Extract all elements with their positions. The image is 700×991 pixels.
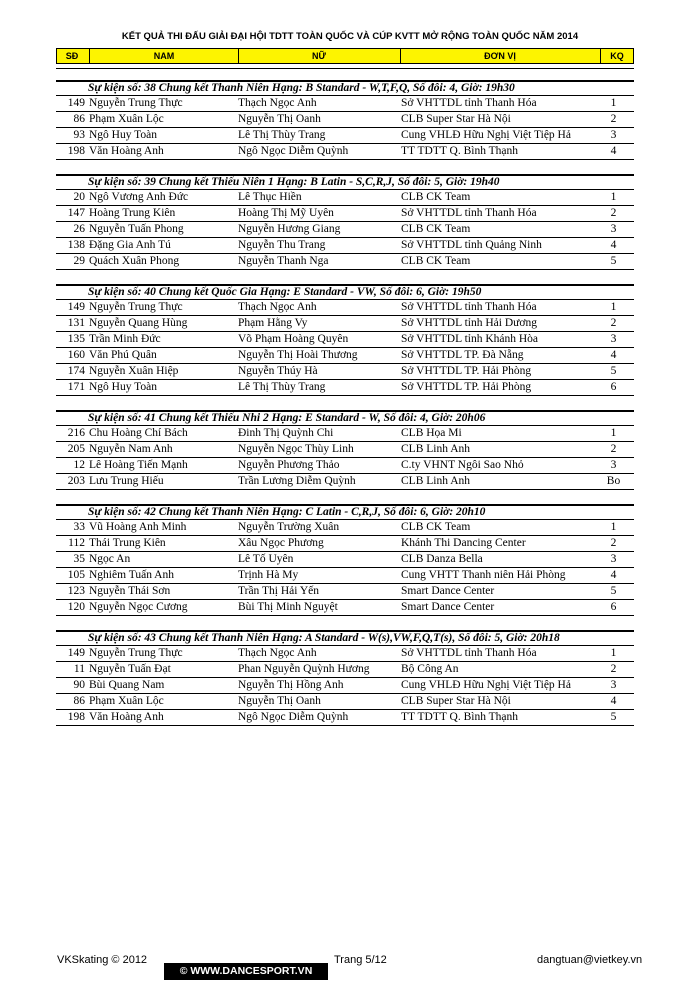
cell-sd: 105 [67, 569, 85, 581]
cell-don-vi: Sở VHTTDL tỉnh Thanh Hóa [401, 647, 537, 659]
cell-nam: Ngô Huy Toàn [89, 129, 157, 141]
cell-sd: 203 [67, 475, 85, 487]
cell-don-vi: Sở VHTTDL TP. Đà Nẵng [401, 349, 524, 361]
cell-kq: Bo [606, 475, 621, 487]
cell-don-vi: Sở VHTTDL tỉnh Thanh Hóa [401, 207, 537, 219]
cell-nam: Nguyễn Ngọc Cương [89, 601, 188, 613]
cell-nu: Nguyễn Thanh Nga [238, 255, 329, 267]
event-title: Sự kiện số: 43 Chung kết Thanh Niên Hạng: A Standard - W(s),VW,F,Q,T(s), Số đôi: 5, Giờ: 20h18 [56, 630, 634, 646]
cell-nam: Chu Hoàng Chí Bách [89, 427, 188, 439]
cell-kq: 4 [610, 695, 617, 707]
cell-nam: Đặng Gia Anh Tú [89, 239, 171, 251]
cell-kq: 2 [610, 113, 617, 125]
cell-kq: 2 [610, 443, 617, 455]
cell-nu: Ngô Ngọc Diễm Quỳnh [238, 711, 349, 723]
cell-sd: 12 [73, 459, 85, 471]
cell-don-vi: Cung VHLĐ Hữu Nghị Việt Tiệp Hả [401, 129, 571, 141]
cell-nu: Lê Thục Hiền [238, 191, 302, 203]
event-block [56, 284, 634, 396]
result-row [56, 348, 634, 364]
cell-don-vi: Smart Dance Center [401, 601, 495, 613]
cell-nu: Nguyễn Thúy Hà [238, 365, 318, 377]
cell-nu: Thạch Ngọc Anh [238, 301, 317, 313]
cell-sd: 149 [67, 647, 85, 659]
footer-website-badge: © WWW.DANCESPORT.VN [164, 963, 328, 980]
result-row [56, 520, 634, 536]
result-row [56, 222, 634, 238]
cell-kq: 4 [610, 569, 617, 581]
cell-kq: 1 [610, 301, 617, 313]
result-row [56, 552, 634, 568]
cell-sd: 174 [67, 365, 85, 377]
event-title: Sự kiện số: 42 Chung kết Thanh Niên Hạng: C Latin - C,R,J, Số đôi: 6, Giờ: 20h10 [56, 504, 634, 520]
cell-nam: Vũ Hoàng Anh Minh [89, 521, 187, 533]
result-row [56, 646, 634, 662]
cell-kq: 2 [610, 207, 617, 219]
col-don-vi: ĐƠN VỊ [484, 51, 516, 61]
result-row [56, 662, 634, 678]
cell-sd: 86 [73, 113, 85, 125]
event-block [56, 630, 634, 726]
cell-kq: 5 [610, 255, 617, 267]
result-row [56, 568, 634, 584]
result-row [56, 316, 634, 332]
cell-nu: Xâu Ngọc Phương [238, 537, 324, 549]
cell-don-vi: Sở VHTTDL tỉnh Thanh Hóa [401, 97, 537, 109]
cell-sd: 86 [73, 695, 85, 707]
cell-kq: 1 [610, 191, 617, 203]
footer-email: dangtuan@vietkey.vn [537, 954, 643, 966]
cell-nu: Nguyễn Thị Hồng Anh [238, 679, 344, 691]
cell-don-vi: CLB CK Team [401, 521, 471, 533]
result-row [56, 474, 634, 490]
cell-don-vi: CLB Linh Anh [401, 443, 471, 455]
cell-nam: Nguyễn Nam Anh [89, 443, 173, 455]
cell-kq: 5 [610, 585, 617, 597]
cell-nam: Nguyễn Trung Thực [89, 647, 183, 659]
event-title: Sự kiện số: 39 Chung kết Thiếu Niên 1 Hạng: B Latin - S,C,R,J, Số đôi: 5, Giờ: 19h40 [56, 174, 634, 190]
cell-nu: Nguyễn Thu Trang [238, 239, 326, 251]
cell-nu: Thạch Ngọc Anh [238, 647, 317, 659]
cell-kq: 5 [610, 365, 617, 377]
result-row [56, 112, 634, 128]
cell-don-vi: CLB Super Star Hà Nội [401, 113, 511, 125]
cell-nu: Phạm Hằng Vy [238, 317, 308, 329]
cell-sd: 33 [73, 521, 85, 533]
cell-sd: 11 [73, 663, 85, 675]
cell-nu: Phan Nguyễn Quỳnh Hương [238, 663, 370, 675]
event-title: Sự kiện số: 38 Chung kết Thanh Niên Hạng: B Standard - W,T,F,Q, Số đôi: 4, Giờ: 19h30 [56, 80, 634, 96]
col-nam: NAM [153, 51, 175, 61]
cell-kq: 4 [610, 349, 617, 361]
result-row [56, 96, 634, 112]
cell-sd: 29 [73, 255, 85, 267]
cell-nam: Nghiêm Tuấn Anh [89, 569, 174, 581]
cell-sd: 120 [67, 601, 85, 613]
cell-kq: 1 [610, 97, 617, 109]
result-row [56, 678, 634, 694]
cell-don-vi: Smart Dance Center [401, 585, 495, 597]
cell-don-vi: Cung VHLĐ Hữu Nghị Việt Tiệp Hả [401, 679, 571, 691]
result-row [56, 300, 634, 316]
cell-don-vi: Cung VHTT Thanh niên Hải Phòng [401, 569, 566, 581]
result-row [56, 206, 634, 222]
cell-kq: 1 [610, 647, 617, 659]
result-row [56, 710, 634, 726]
cell-nu: Lê Thị Thùy Trang [238, 381, 326, 393]
col-nu: NỮ [312, 51, 326, 61]
cell-sd: 123 [67, 585, 85, 597]
cell-don-vi: Sở VHTTDL tỉnh Thanh Hóa [401, 301, 537, 313]
cell-nu: Nguyễn Thị Oanh [238, 113, 321, 125]
cell-don-vi: CLB CK Team [401, 191, 471, 203]
cell-nam: Văn Hoàng Anh [89, 145, 164, 157]
cell-nam: Nguyễn Tuấn Đạt [89, 663, 171, 675]
cell-sd: 205 [67, 443, 85, 455]
cell-sd: 138 [67, 239, 85, 251]
cell-don-vi: Sở VHTTDL tỉnh Khánh Hòa [401, 333, 539, 345]
cell-don-vi: CLB Super Star Hà Nội [401, 695, 511, 707]
cell-don-vi: TT TDTT Q. Bình Thạnh [401, 145, 519, 157]
event-block [56, 410, 634, 490]
footer-page-number: Trang 5/12 [334, 954, 387, 966]
cell-nu: Ngô Ngọc Diễm Quỳnh [238, 145, 349, 157]
cell-kq: 2 [610, 537, 617, 549]
cell-nu: Nguyễn Thị Oanh [238, 695, 321, 707]
cell-nam: Ngô Vương Anh Đức [89, 191, 189, 203]
cell-sd: 20 [73, 191, 85, 203]
cell-kq: 2 [610, 663, 617, 675]
result-row [56, 442, 634, 458]
result-row [56, 536, 634, 552]
cell-nam: Nguyễn Quang Hùng [89, 317, 188, 329]
cell-nam: Quách Xuân Phong [89, 255, 180, 267]
cell-nam: Lưu Trung Hiếu [89, 475, 164, 487]
cell-kq: 1 [610, 427, 617, 439]
cell-nu: Trần Lương Diễm Quỳnh [238, 475, 356, 487]
cell-nam: Thái Trung Kiên [89, 537, 166, 549]
cell-sd: 149 [67, 97, 85, 109]
cell-kq: 4 [610, 145, 617, 157]
cell-don-vi: Sở VHTTDL TP. Hải Phòng [401, 381, 532, 393]
result-row [56, 458, 634, 474]
cell-kq: 3 [610, 129, 617, 141]
cell-nu: Lê Thị Thùy Trang [238, 129, 326, 141]
cell-sd: 149 [67, 301, 85, 313]
result-row [56, 380, 634, 396]
event-block [56, 80, 634, 160]
cell-kq: 3 [610, 459, 617, 471]
result-row [56, 144, 634, 160]
cell-nu: Nguyễn Trường Xuân [238, 521, 340, 533]
cell-nu: Trịnh Hà My [238, 569, 299, 581]
cell-nu: Nguyễn Thị Hoài Thương [238, 349, 358, 361]
cell-kq: 6 [610, 381, 617, 393]
cell-nu: Bùi Thị Minh Nguyệt [238, 601, 338, 613]
cell-nam: Hoàng Trung Kiên [89, 207, 176, 219]
cell-nam: Nguyễn Tuấn Phong [89, 223, 184, 235]
cell-kq: 5 [610, 711, 617, 723]
column-header [56, 48, 634, 64]
cell-nu: Hoàng Thị Mỹ Uyên [238, 207, 334, 219]
cell-don-vi: CLB Danza Bella [401, 553, 483, 565]
cell-kq: 1 [610, 521, 617, 533]
cell-sd: 90 [73, 679, 85, 691]
cell-nu: Thạch Ngọc Anh [238, 97, 317, 109]
cell-nam: Nguyễn Thái Sơn [89, 585, 171, 597]
cell-nu: Trần Thị Hải Yến [238, 585, 320, 597]
cell-don-vi: TT TDTT Q. Bình Thạnh [401, 711, 519, 723]
cell-kq: 2 [610, 317, 617, 329]
cell-nam: Ngọc An [89, 553, 131, 565]
cell-nu: Nguyễn Ngọc Thùy Linh [238, 443, 354, 455]
cell-nam: Nguyễn Xuân Hiệp [89, 365, 179, 377]
cell-don-vi: CLB CK Team [401, 255, 471, 267]
results-content [56, 80, 634, 740]
cell-nam: Nguyễn Trung Thực [89, 301, 183, 313]
cell-nam: Ngô Huy Toàn [89, 381, 157, 393]
cell-nam: Lê Hoàng Tiến Mạnh [89, 459, 188, 471]
header-divider [56, 68, 634, 69]
cell-don-vi: Sở VHTTDL tỉnh Hải Dương [401, 317, 537, 329]
cell-sd: 198 [67, 145, 85, 157]
cell-kq: 6 [610, 601, 617, 613]
cell-kq: 4 [610, 239, 617, 251]
event-title: Sự kiện số: 41 Chung kết Thiếu Nhi 2 Hạng: E Standard - W, Số đôi: 4, Giờ: 20h06 [56, 410, 634, 426]
result-row [56, 694, 634, 710]
cell-don-vi: Sở VHTTDL tỉnh Quảng Ninh [401, 239, 542, 251]
cell-don-vi: CLB Linh Anh [401, 475, 471, 487]
cell-don-vi: Sở VHTTDL TP. Hải Phòng [401, 365, 532, 377]
cell-nam: Trần Minh Đức [89, 333, 161, 345]
cell-sd: 112 [68, 537, 85, 549]
cell-sd: 131 [67, 317, 85, 329]
result-row [56, 128, 634, 144]
cell-nu: Nguyễn Hương Giang [238, 223, 341, 235]
cell-sd: 216 [67, 427, 85, 439]
cell-sd: 135 [67, 333, 85, 345]
cell-don-vi: Bộ Công An [401, 663, 459, 675]
cell-sd: 35 [73, 553, 85, 565]
cell-don-vi: Khánh Thi Dancing Center [401, 537, 526, 549]
result-row [56, 364, 634, 380]
cell-nam: Phạm Xuân Lộc [89, 113, 164, 125]
event-block [56, 504, 634, 616]
result-row [56, 426, 634, 442]
cell-nam: Bùi Quang Nam [89, 679, 165, 691]
cell-nu: Đinh Thị Quỳnh Chi [238, 427, 334, 439]
result-row [56, 584, 634, 600]
document-title: KẾT QUẢ THI ĐẤU GIẢI ĐẠI HỘI TDTT TOÀN QUỐC VÀ CÚP KVTT MỞ RỘNG TOÀN QUỐC NĂM 2014 [121, 31, 579, 42]
cell-sd: 160 [67, 349, 85, 361]
footer-copyright: VKSkating © 2012 [57, 954, 148, 966]
cell-nam: Văn Hoàng Anh [89, 711, 164, 723]
result-row [56, 190, 634, 206]
cell-don-vi: C.ty VHNT Ngôi Sao Nhỏ [401, 459, 524, 471]
col-sd: SĐ [65, 51, 79, 61]
event-block [56, 174, 634, 270]
cell-sd: 147 [67, 207, 85, 219]
cell-kq: 3 [610, 223, 617, 235]
cell-sd: 26 [73, 223, 85, 235]
result-row [56, 332, 634, 348]
cell-nu: Lê Tố Uyên [238, 553, 294, 565]
cell-don-vi: CLB CK Team [401, 223, 471, 235]
result-row [56, 600, 634, 616]
result-row [56, 238, 634, 254]
cell-sd: 198 [67, 711, 85, 723]
cell-kq: 3 [610, 679, 617, 691]
result-row [56, 254, 634, 270]
cell-sd: 171 [67, 381, 85, 393]
cell-kq: 3 [610, 553, 617, 565]
event-title: Sự kiện số: 40 Chung kết Quốc Gia Hạng: E Standard - VW, Số đôi: 6, Giờ: 19h50 [56, 284, 634, 300]
cell-nu: Nguyễn Phương Thảo [238, 459, 340, 471]
col-kq: KQ [610, 51, 624, 61]
cell-nam: Văn Phú Quân [89, 349, 157, 361]
cell-nam: Phạm Xuân Lộc [89, 695, 164, 707]
cell-sd: 93 [73, 129, 85, 141]
cell-nu: Võ Phạm Hoàng Quyên [238, 333, 349, 345]
cell-kq: 3 [610, 333, 617, 345]
cell-don-vi: CLB Họa Mi [401, 427, 462, 439]
cell-nam: Nguyễn Trung Thực [89, 97, 183, 109]
